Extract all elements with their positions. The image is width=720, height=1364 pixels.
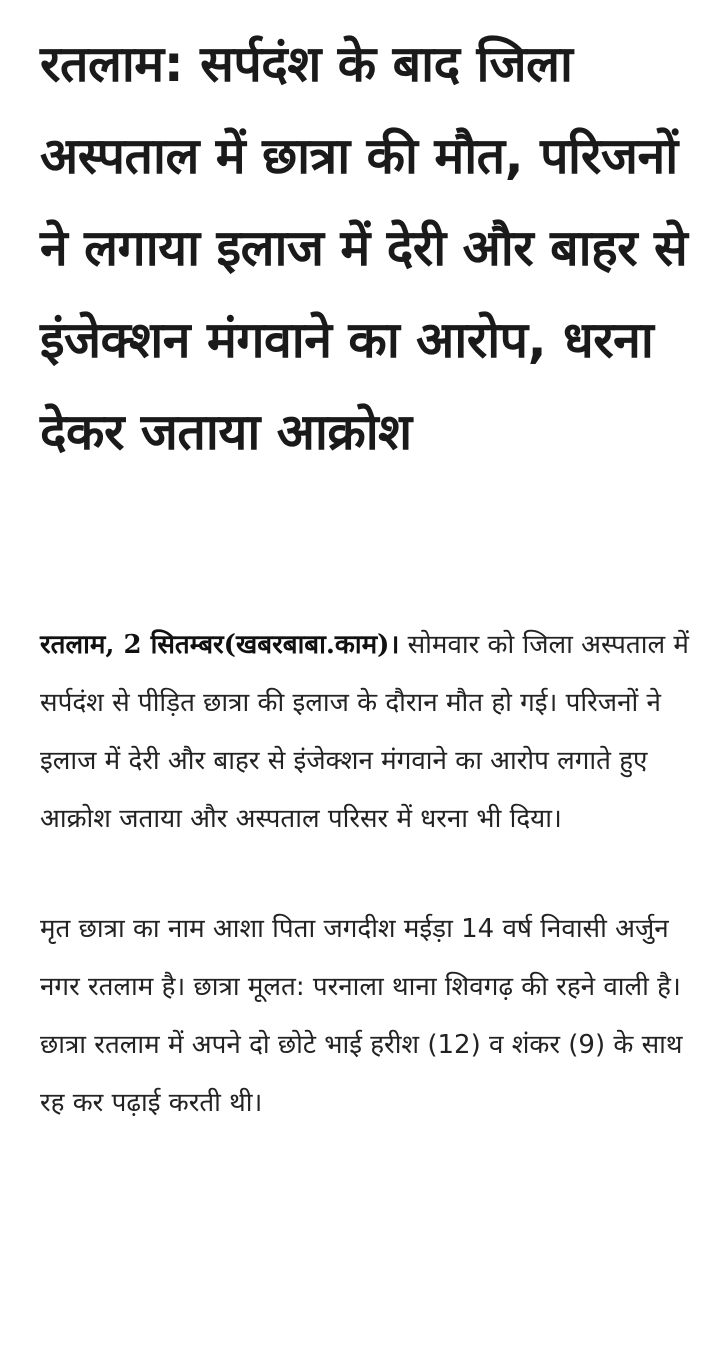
article-paragraph-1 bbox=[40, 616, 690, 848]
article-body bbox=[40, 616, 690, 1132]
article-paragraph-1-text: सोमवार को जिला अस्पताल में सर्पदंश से पीड़ित छात्रा की इलाज के दौरान मौत हो गई। परिजनों ने इलाज में देरी और बाहर से इंजेक्शन मंगवाने का आरोप लगाते हुए आक्रोश जताया और अस्पताल परिसर में धरना भी दिया। bbox=[40, 630, 689, 834]
article-paragraph-2 bbox=[40, 900, 690, 1132]
article-paragraph-2-text: मृत छात्रा का नाम आशा पिता जगदीश मईड़ा 14 वर्ष निवासी अर्जुन नगर रतलाम है। छात्रा मूलत: परनाला थाना शिवगढ़ की रहने वाली है। छात्रा रतलाम में अपने दो छोटे भाई हरीश (12) व शंकर (9) के साथ रह कर पढ़ाई करती थी। bbox=[40, 914, 683, 1118]
article-headline: रतलाम: सर्पदंश के बाद जिला अस्पताल में छात्रा की मौत, परिजनों ने लगाया इलाज में देरी और बाहर से इंजेक्शन मंगवाने का आरोप, धरना देकर जताया आक्रोश bbox=[40, 35, 688, 461]
article-dateline: रतलाम, 2 सितम्बर(खबरबाबा.काम)। bbox=[40, 630, 400, 660]
news-article bbox=[40, 18, 690, 1132]
